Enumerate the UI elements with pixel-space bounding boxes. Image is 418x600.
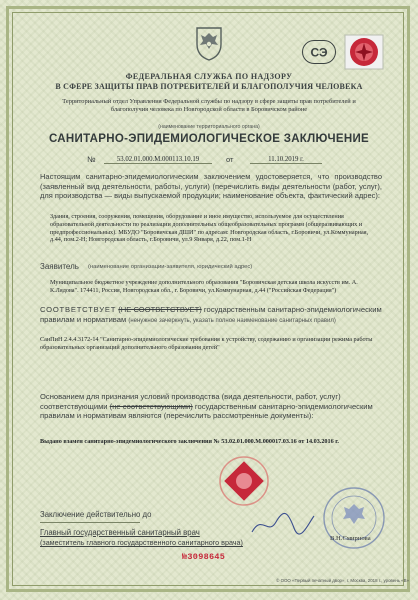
activity-description: Здания, строения, сооружения, помещения, оборудование и иное имущество, используемое для осуществления образовательной деятельности по реализации дополнительных общеобразовательных программ (общеразвивающих и предпрофессиональных). МБУДО "Боровичская ДШИ" по адресам: Новгородская область, г.Боровичи, ул.Коммунарная, д.44, пом.2-Н; Новгородская область, г.Боровичи, ул.9 Января, д.22, пом.1-Н — [50, 213, 369, 244]
validity-line — [40, 522, 140, 523]
se-logo-text: СЭ — [310, 45, 328, 60]
document-title: САНИТАРНО-ЭПИДЕМИОЛОГИЧЕСКОЕ ЗАКЛЮЧЕНИЕ — [48, 133, 369, 145]
conformity-note: (ненужное зачеркнуть, указать полное наименование санитарных правил) — [128, 317, 336, 324]
applicant-caption: (наименование организации-заявителя, юридический адрес) — [88, 264, 253, 270]
number-prefix: № — [87, 155, 96, 164]
hologram-seal-icon — [344, 34, 384, 70]
signature-icon — [248, 510, 318, 538]
signer-title: Главный государственный санитарный врач — [40, 528, 200, 537]
department-name: Территориальный отдел Управления Федеральной службы по надзору в сфере защиты прав потребителей и благополучия человека по Новгородской области в Боровичском районе — [62, 98, 356, 113]
certificate-date: 11.10.2019 г. — [250, 156, 322, 164]
emblem-eagle-icon — [191, 22, 227, 62]
conformity-word: СООТВЕТСТВУЕТ — [40, 305, 117, 314]
se-logo-icon — [302, 40, 336, 64]
intro-text: Настоящим санитарно-эпидемиологическим заключением удостоверяется, что производство (заявленный вид деятельности, работы, услуги) (перечислить виды деятельности (работ, услуг), для производства — виды выпускаемой продукции; наименование объекта, фактический адрес): — [40, 172, 382, 201]
certificate-number: 53.02.01.000.М.000113.10.19 — [104, 156, 212, 164]
applicant-label: Заявитель — [40, 262, 79, 271]
agency-name-line1: ФЕДЕРАЛЬНАЯ СЛУЖБА ПО НАДЗОРУ — [125, 72, 293, 81]
date-prefix: от — [226, 155, 234, 164]
red-stamp-icon — [218, 455, 270, 507]
grounds-text-a: Основанием для признания условий производства (вида деятельности, работ, услуг) соответствующими — [40, 392, 341, 411]
conformity-rest: государственным санитарно-эпидемиологическим правилам и нормативам — [40, 305, 382, 324]
conformity-statement — [40, 305, 385, 324]
validity-label: Заключение действительно до — [40, 510, 152, 519]
grounds-struck: (не соответствующими) — [109, 401, 193, 411]
conformity-struck: (НЕ СООТВЕТСТВУЕТ) — [118, 305, 202, 314]
printer-imprint: © ООО «Первый печатный двор», г. Москва, 2018 г., уровень «В» — [276, 578, 409, 583]
grounds-statement — [40, 392, 385, 421]
applicant-value: Муниципальное бюджетное учреждение дополнительного образования "Боровичская детская школа искусств им. А. К.Лядова". 174411, Россия, Новгородская обл., г. Боровичи, ул.Коммунарная, д.44 ("Российская Федерация") — [50, 279, 358, 294]
signer-caption: (заместитель главного государственного санитарного врача) — [40, 538, 243, 547]
grounds-value: Выдано взамен санитарно-эпидемиологического заключения № 53.02.01.000.М.000017.03.16 от 14.03.2016 г. — [40, 438, 339, 445]
sanitary-rules-value: СанПиН 2.4.4.3172-14 "Санитарно-эпидемиологические требования к устройству, содержанию и организации режима работы образовательных организаций дополнительного образования детей" — [40, 336, 373, 351]
department-caption: (наименование территориального органа) — [158, 124, 260, 130]
serial-number: №3098645 — [182, 552, 226, 562]
signer-name: В.Н.Смирнова — [330, 535, 371, 542]
grounds-text-b: государственным санитарно-эпидемиологическим правилам и нормативам являются (перечислить рассмотренные документы): — [40, 401, 373, 421]
agency-name-line2: В СФЕРЕ ЗАЩИТЫ ПРАВ ПОТРЕБИТЕЛЕЙ И БЛАГОПОЛУЧИЯ ЧЕЛОВЕКА — [55, 82, 363, 91]
